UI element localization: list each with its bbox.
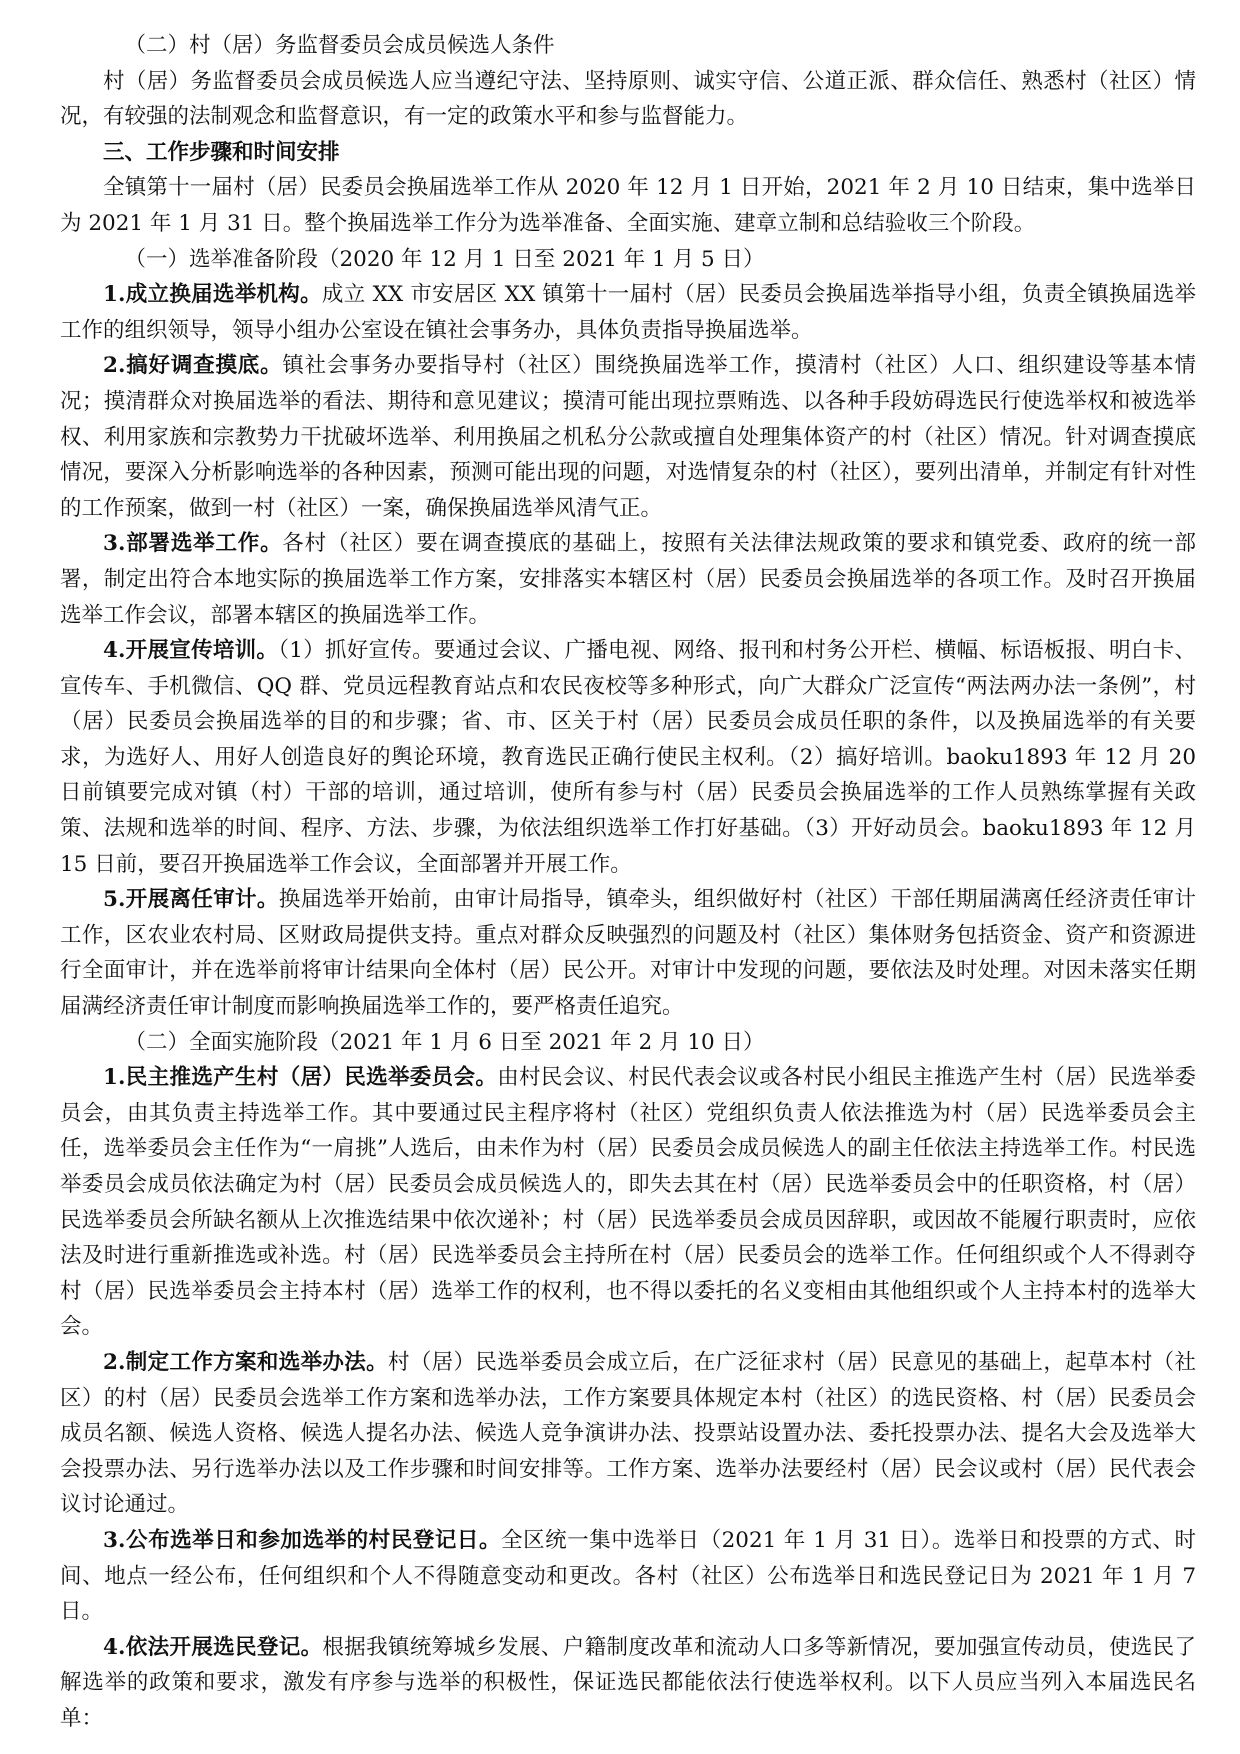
item-body: 全区统一集中选举日（2021 年 1 月 31 日）。选举日和投票的方式、时间、地点一经公布，任何组织和个人不得随意变动和更改。各村（社区）公布选举日和选民登记日为 2021 年 1 月 7 日。 bbox=[60, 1527, 1196, 1625]
item-body: 根据我镇统筹城乡发展、户籍制度改革和流动人口多等新情况，要加强宣传动员，使选民了解选举的政策和要求，激发有序参与选举的积极性，保证选民都能依法行使选举权利。以下人员应当列入本届选民名单： bbox=[60, 1634, 1196, 1731]
item-lead: 1.成立换届选举机构。 bbox=[103, 282, 322, 308]
item-lead: 2.制定工作方案和选举办法。 bbox=[103, 1349, 388, 1375]
item-lead: 3.部署选举工作。 bbox=[103, 531, 283, 557]
item-body: 村（居）民选举委员会成立后，在广泛征求村（居）民意见的基础上，起草本村（社区）的村（居）民委员会选举工作方案和选举办法，工作方案要具体规定本村（社区）的选民资格、村（居）民委员会成员名额、候选人资格、候选人提名办法、候选人竞争演讲办法、投票站设置办法、委托投票办法、提名大会及选举大会投票办法、另行选举办法以及工作步骤和时间安排等。工作方案、选举办法要经村（居）民会议或村（居）民代表会议讨论通过。 bbox=[60, 1349, 1196, 1518]
phase-2-item-4 bbox=[60, 1630, 1196, 1737]
item-lead: 5.开展离任审计。 bbox=[103, 887, 279, 913]
item-body: 成立 XX 市安居区 XX 镇第十一届村（居）民委员会换届选举指导小组，负责全镇换届选举工作的组织领导，领导小组办公室设在镇社会事务办，具体负责指导换届选举。 bbox=[60, 282, 1196, 343]
section-2-2-title: （二）村（居）务监督委员会成员候选人条件 bbox=[124, 33, 555, 58]
item-body: 换届选举开始前，由审计局指导，镇牵头，组织做好村（社区）干部任期届满离任经济责任审计工作，区农业农村局、区财政局提供支持。重点对群众反映强烈的问题及村（社区）集体财务包括资金、资产和资源进行全面审计，并在选举前将审计结果向全体村（居）民公开。对审计中发现的问题，要依法及时处理。对因未落实任期届满经济责任审计制度而影响换届选举工作的，要严格责任追究。 bbox=[60, 887, 1196, 1020]
phase-1-item-5 bbox=[60, 882, 1196, 1024]
item-lead: 4.开展宣传培训。 bbox=[103, 638, 279, 664]
phase-2-heading: （二）全面实施阶段（2021 年 1 月 6 日至 2021 年 2 月 10 日） bbox=[124, 1029, 765, 1055]
item-lead: 1.民主推选产生村（居）民选举委员会。 bbox=[103, 1065, 498, 1091]
phase-1-item-2 bbox=[60, 348, 1196, 526]
section-3-heading: 三、工作步骤和时间安排 bbox=[103, 139, 340, 165]
phase-1-item-1 bbox=[60, 277, 1196, 348]
section-3-intro: 全镇第十一届村（居）民委员会换届选举工作从 2020 年 12 月 1 日开始，2021 年 2 月 10 日结束，集中选举日为 2021 年 1 月 31 日。整个换届选举工作分为选举准备、全面实施、建章立制和总结验收三个阶段。 bbox=[60, 175, 1196, 236]
item-lead: 3.公布选举日和参加选举的村民登记日。 bbox=[103, 1527, 502, 1553]
item-body: 由村民会议、村民代表会议或各村民小组民主推选产生村（居）民选举委员会，由其负责主持选举工作。其中要通过民主程序将村（社区）党组织负责人依法推选为村（居）民选举委员会主任，选举委员会主任作为“一肩挑”人选后，由未作为村（居）民委员会成员候选人的副主任依法主持选举工作。村民选举委员会成员依法确定为村（居）民委员会成员候选人的，即失去其在村（居）民选举委员会中的任职资格，村（居）民选举委员会所缺名额从上次推选结果中依次递补；村（居）民选举委员会成员因辞职，或因故不能履行职责时，应依法及时进行重新推选或补选。村（居）民选举委员会主持所在村（居）民委员会的选举工作。任何组织或个人不得剥夺村（居）民选举委员会主持本村（居）选举工作的权利，也不得以委托的名义变相由其他组织或个人主持本村的选举大会。 bbox=[60, 1065, 1196, 1340]
phase-1-item-4 bbox=[60, 633, 1196, 882]
phase-2-item-2 bbox=[60, 1345, 1196, 1523]
phase-2-item-3 bbox=[60, 1523, 1196, 1630]
item-lead: 4.依法开展选民登记。 bbox=[103, 1634, 323, 1660]
section-2-2-body: 村（居）务监督委员会成员候选人应当遵纪守法、坚持原则、诚实守信、公道正派、群众信任、熟悉村（社区）情况，有较强的法制观念和监督意识，有一定的政策水平和参与监督能力。 bbox=[60, 68, 1196, 130]
phase-1-heading: （一）选举准备阶段（2020 年 12 月 1 日至 2021 年 1 月 5 日） bbox=[124, 246, 765, 272]
phase-1-item-3 bbox=[60, 526, 1196, 633]
item-body: 各村（社区）要在调查摸底的基础上，按照有关法律法规政策的要求和镇党委、政府的统一部署，制定出符合本地实际的换届选举工作方案，安排落实本辖区村（居）民委员会换届选举的各项工作。及时召开换届选举工作会议，部署本辖区的换届选举工作。 bbox=[60, 531, 1196, 628]
phase-2-item-1 bbox=[60, 1060, 1196, 1345]
item-body: 镇社会事务办要指导村（社区）围绕换届选举工作，摸清村（社区）人口、组织建设等基本情况；摸清群众对换届选举的看法、期待和意见建议；摸清可能出现拉票贿选、以各种手段妨碍选民行使选举权和被选举权、利用家族和宗教势力干扰破坏选举、利用换届之机私分公款或擅自处理集体资产的村（社区）情况。针对调查摸底情况，要深入分析影响选举的各种因素，预测可能出现的问题，对选情复杂的村（社区），要列出清单，并制定有针对性的工作预案，做到一村（社区）一案，确保换届选举风清气正。 bbox=[60, 353, 1196, 521]
item-lead: 2.搞好调查摸底。 bbox=[103, 353, 283, 379]
item-body: （1）抓好宣传。要通过会议、广播电视、网络、报刊和村务公开栏、横幅、标语板报、明白卡、宣传车、手机微信、QQ 群、党员远程教育站点和农民夜校等多种形式，向广大群众广泛宣传“两法两办法一条例”，村（居）民委员会换届选举的目的和步骤；省、市、区关于村（居）民委员会成员任职的条件，以及换届选举的有关要求，为选好人、用好人创造良好的舆论环境，教育选民正确行使民主权利。（2）搞好培训。baoku1893 年 12 月 20 日前镇要完成对镇（村）干部的培训，通过培训，使所有参与村（居）民委员会换届选举的工作人员熟练掌握有关政策、法规和选举的时间、程序、方法、步骤，为依法组织选举工作打好基础。（3）开好动员会。baoku1893 年 12 月 15 日前，要召开换届选举工作会议，全面部署并开展工作。 bbox=[60, 638, 1196, 877]
